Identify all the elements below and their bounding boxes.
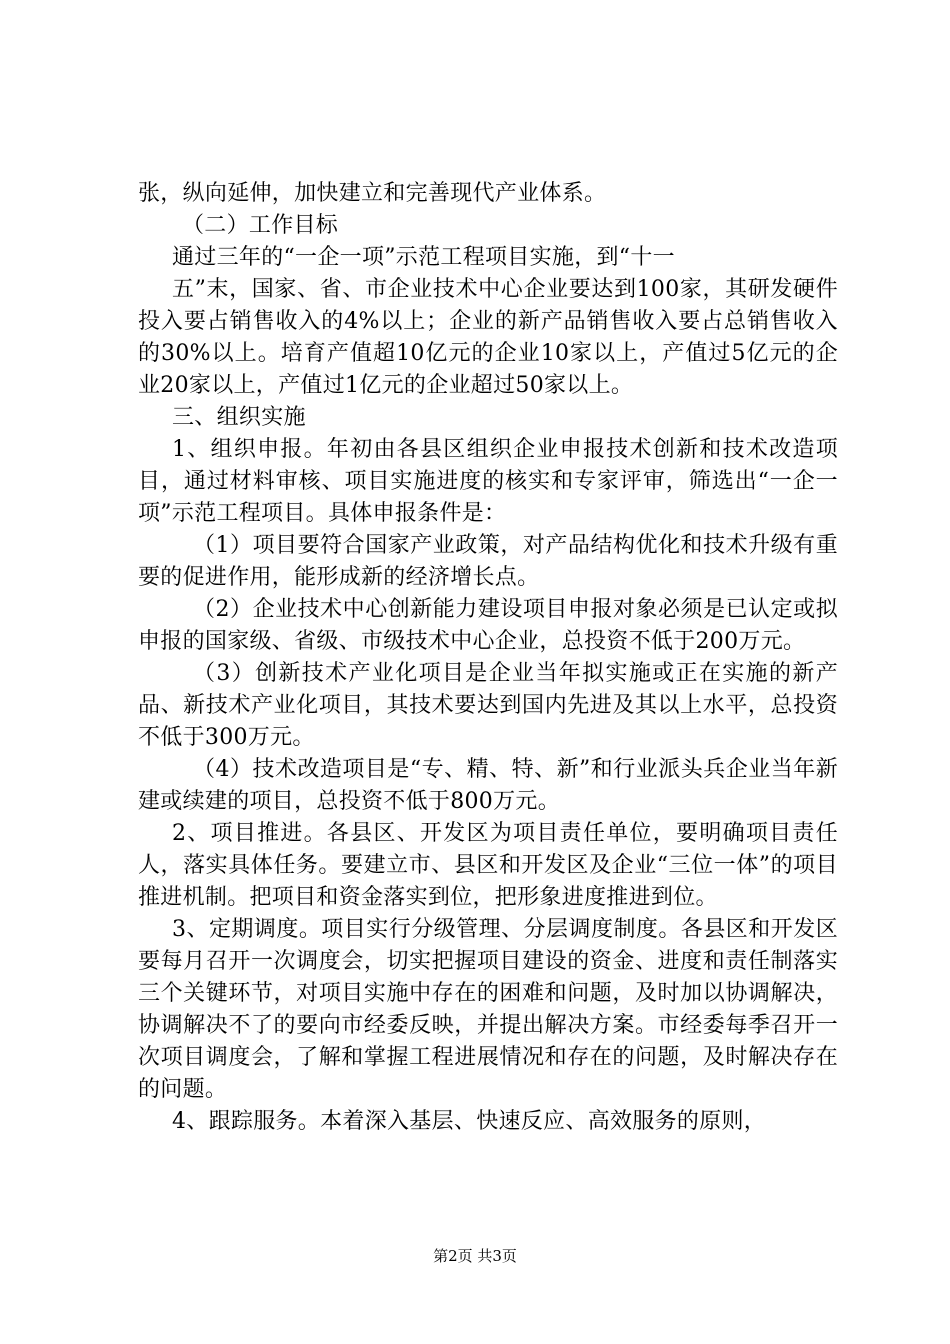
paragraph-condition-1: （1）项目要符合国家产业政策，对产品结构优化和技术升级有重要的促进作用，能形成新的经济增长点。 <box>138 533 838 590</box>
paragraph-condition-2: （2）企业技术中心创新能力建设项目申报对象必须是已认定或拟申报的国家级、省级、市级技术中心企业，总投资不低于200万元。 <box>138 597 838 654</box>
paragraph-condition-3: （3）创新技术产业化项目是企业当年拟实施或正在实施的新产品、新技术产业化项目，其技术要达到国内先进及其以上水平，总投资不低于300万元。 <box>138 661 838 750</box>
paragraph-goals-intro: 通过三年的“一企一项”示范工程项目实施，到“十一 <box>172 245 675 270</box>
page-number-footer: 第2页 共3页 <box>433 1247 517 1265</box>
paragraph-goals-body: 五”末，国家、省、市企业技术中心企业要达到100家，其研发硬件投入要占销售收入的4%以上；企业的新产品销售收入要占总销售收入的30%以上。培育产值超10亿元的企业10家以上，产值过5亿元的企业20家以上，产值过1亿元的企业超过50家以上。 <box>138 277 838 398</box>
section-heading-organization: 三、组织实施 <box>172 405 306 430</box>
paragraph-project-promotion: 2、项目推进。各县区、开发区为项目责任单位，要明确项目责任人，落实具体任务。要建立市、县区和开发区及企业“三位一体”的项目推进机制。把项目和资金落实到位，把形象进度推进到位。 <box>138 821 838 910</box>
paragraph-continuation: 张，纵向延伸，加快建立和完善现代产业体系。 <box>138 181 607 206</box>
section-heading-work-goals: （二）工作目标 <box>182 213 339 238</box>
paragraph-condition-4: （4）技术改造项目是“专、精、特、新”和行业派头兵企业当年新建或续建的项目，总投资不低于800万元。 <box>138 757 838 814</box>
paragraph-regular-dispatch: 3、定期调度。项目实行分级管理、分层调度制度。各县区和开发区要每月召开一次调度会，切实把握项目建设的资金、进度和责任制落实三个关键环节，对项目实施中存在的困难和问题，及时加以协调解决，协调解决不了的要向市经委反映，并提出解决方案。市经委每季召开一次项目调度会，了解和掌握工程进展情况和存在的问题，及时解决存在的问题。 <box>138 917 838 1102</box>
paragraph-tracking-service: 4、跟踪服务。本着深入基层、快速反应、高效服务的原则， <box>172 1109 767 1134</box>
paragraph-application: 1、组织申报。年初由各县区组织企业申报技术创新和技术改造项目，通过材料审核、项目实施进度的核实和专家评审，筛选出“一企一项”示范工程项目。具体申报条件是： <box>138 437 838 526</box>
document-body <box>138 178 838 1138</box>
